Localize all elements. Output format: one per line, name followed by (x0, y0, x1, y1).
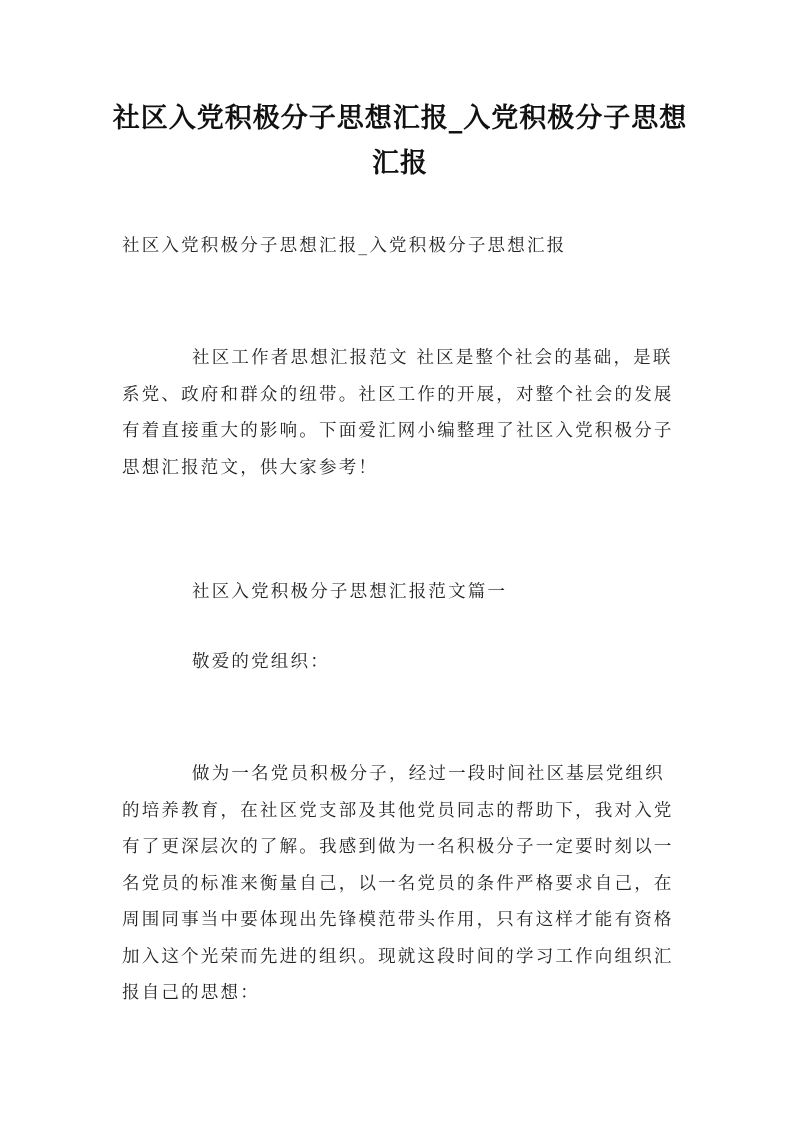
document-title: 社区入党积极分子思想汇报_入党积极分子思想汇报 (112, 103, 688, 179)
section-heading: 社区入党积极分子思想汇报范文篇一 (192, 582, 508, 602)
body-paragraph: 做为一名党员积极分子，经过一段时间社区基层党组织的培养教育，在社区党支部及其他党员同志的帮助下，我对入党有了更深层次的了解。我感到做为一名积极分子一定要时刻以一名党员的标准来衡量自己，以一名党员的条件严格要求自己，在周围同事当中要体现出先锋模范带头作用，只有这样才能有资格加入这个光荣而先进的组织。现就这段时间的学习工作向组织汇报自己的思想： (122, 764, 674, 1003)
document-subtitle: 社区入党积极分子思想汇报_入党积极分子思想汇报 (122, 236, 567, 256)
salutation: 敬爱的党组织： (192, 652, 330, 672)
intro-paragraph: 社区工作者思想汇报范文 社区是整个社会的基础，是联系党、政府和群众的纽带。社区工作的开展，对整个社会的发展有着直接重大的影响。下面爱汇网小编整理了社区入党积极分子思想汇报范文，供大家参考！ (122, 348, 674, 478)
